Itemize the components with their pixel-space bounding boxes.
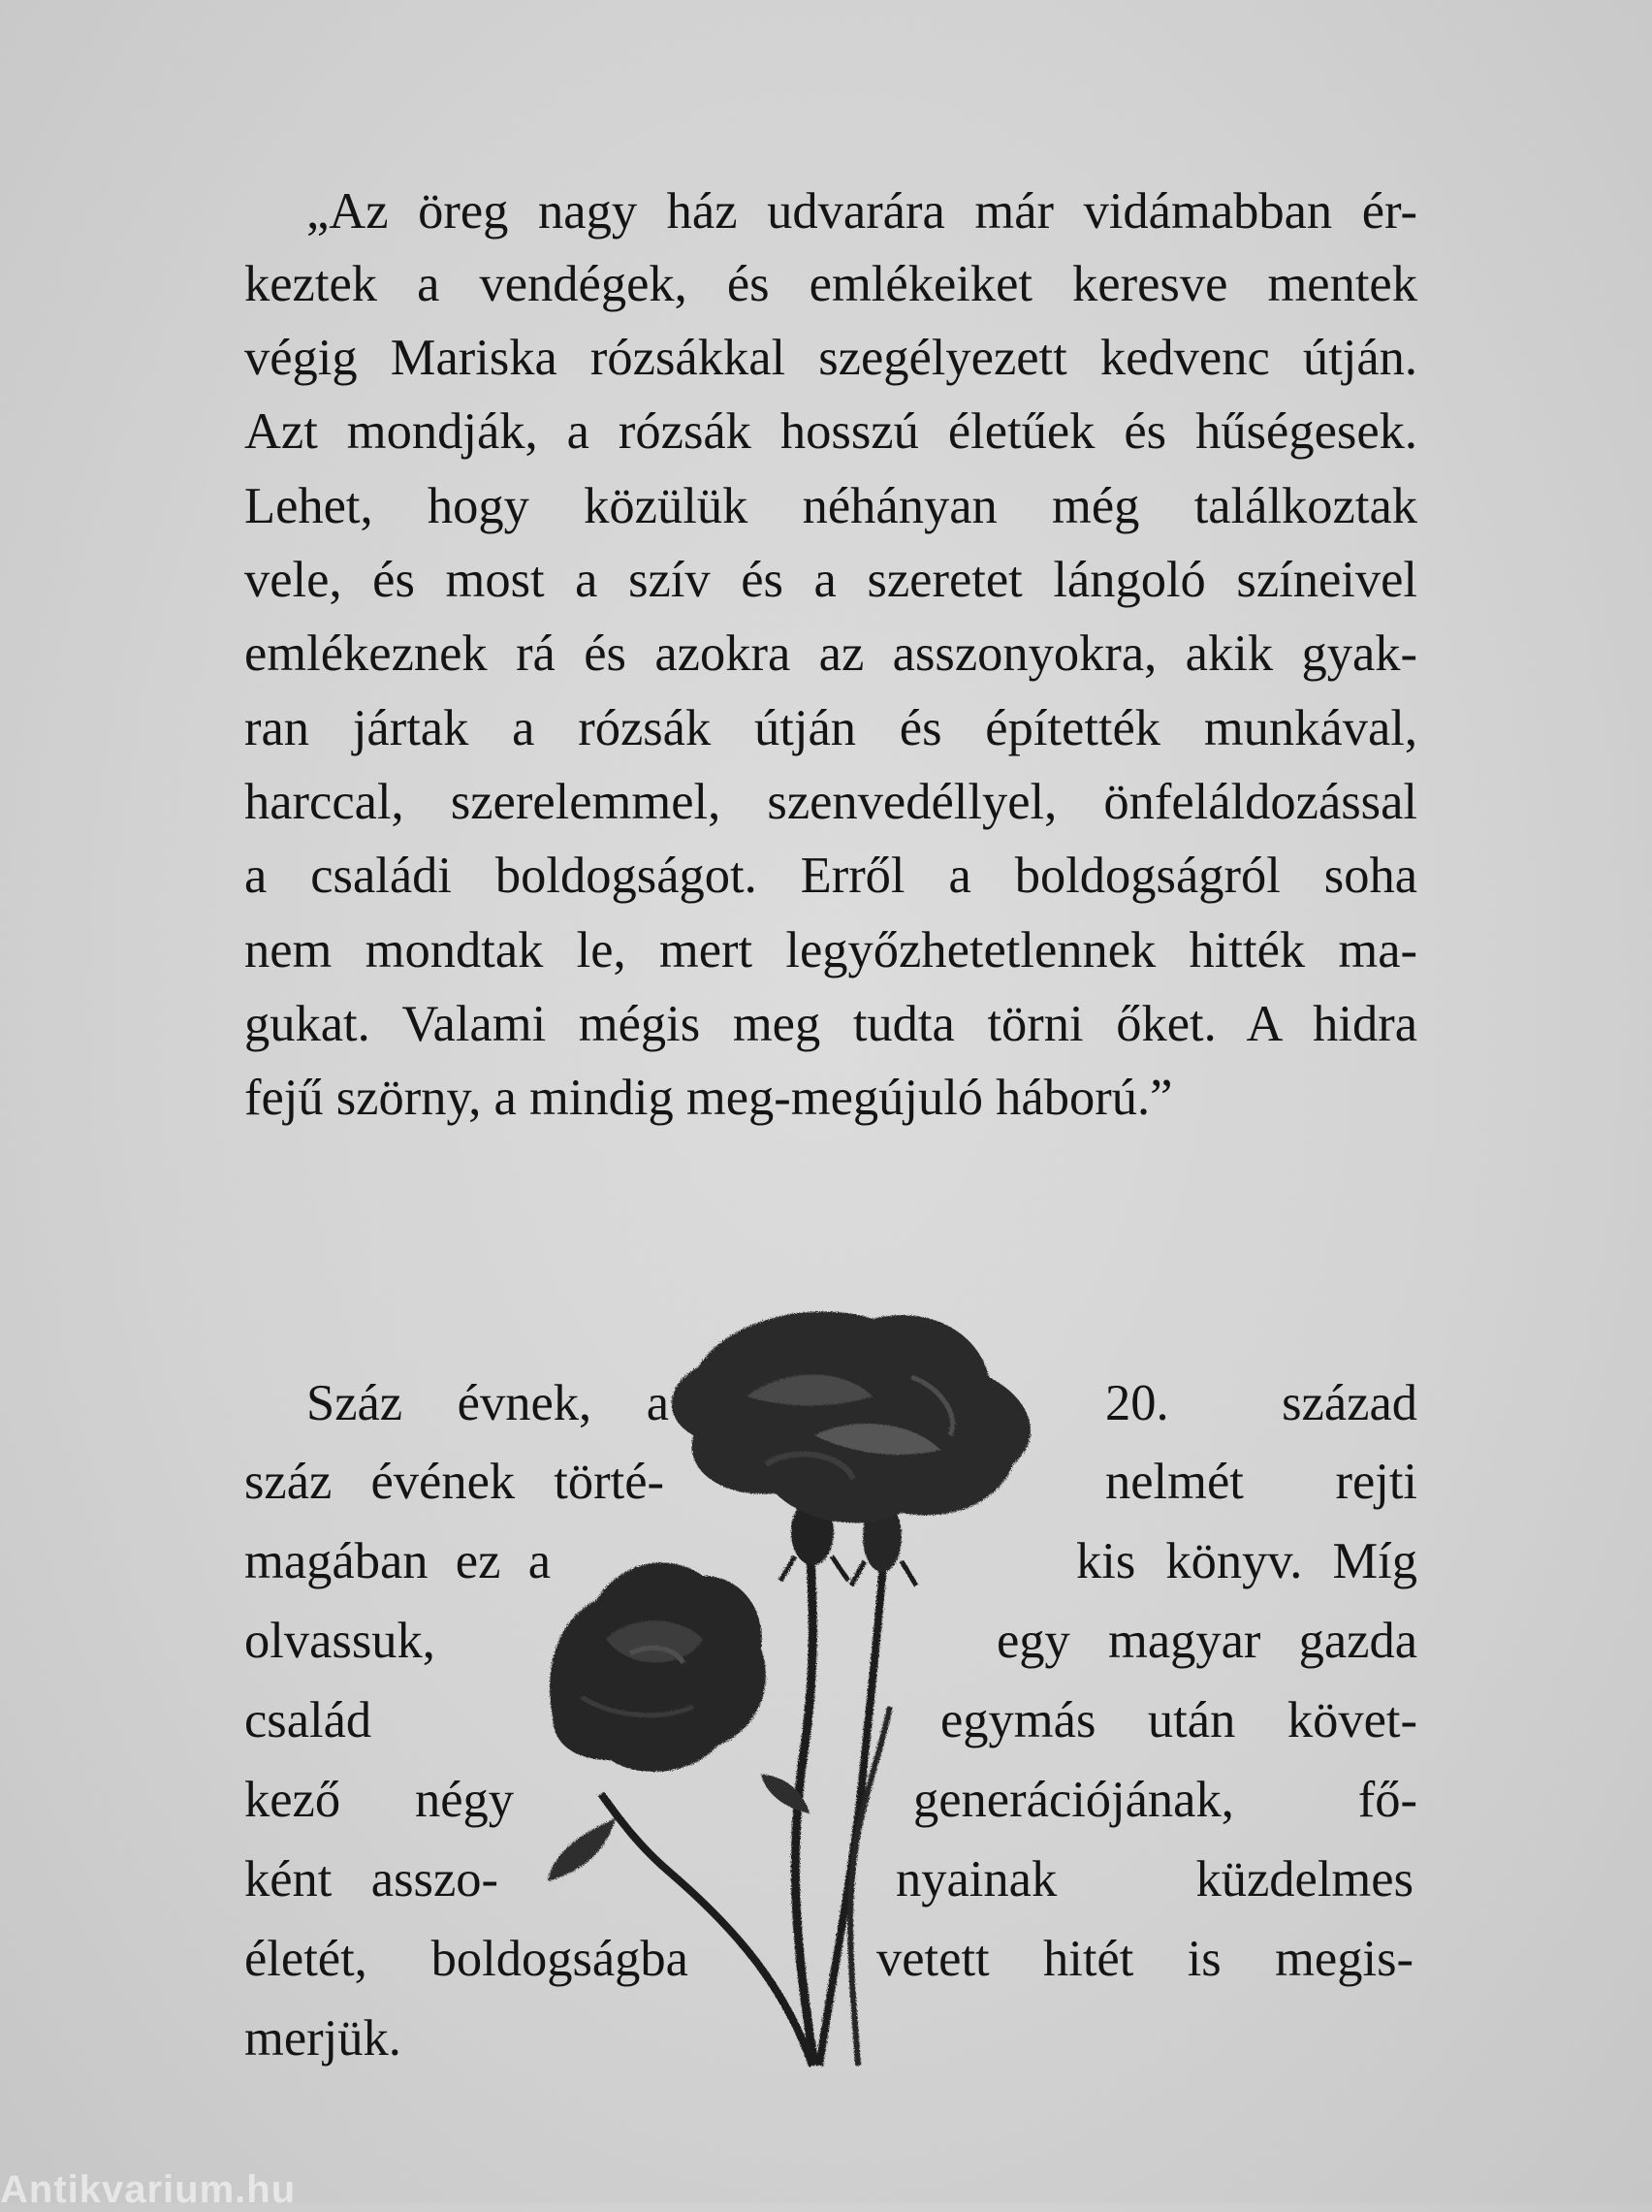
intro-right-line: egy magyar gazda — [997, 1613, 1417, 1669]
intro-right-line: nelmét rejti — [1105, 1454, 1417, 1510]
quote-line: ran jártak a rózsák útján és építették munkával, — [244, 700, 1417, 756]
intro-right-line: nyainak küzdelmes — [896, 1851, 1414, 1907]
rose-leaf — [548, 1818, 616, 1881]
quote-line: Lehet, hogy közülük néhányan még találkoztak — [244, 478, 1417, 534]
watermark: Antikvarium.hu — [0, 2168, 297, 2211]
rose-stem — [850, 1707, 890, 2066]
quote-line: Azt mondják, a rózsák hosszú életűek és hűségesek. — [244, 403, 1417, 460]
quote-line: a családi boldogságot. Erről a boldogságról soha — [244, 848, 1417, 904]
quote-line: nem mondtak le, mert legyőzhetetlennek hitték ma- — [244, 922, 1417, 978]
intro-left-line: ként asszo- — [244, 1851, 498, 1907]
intro-left-line: kező négy — [244, 1772, 514, 1828]
intro-left-line: olvassuk, — [244, 1613, 435, 1669]
intro-right-line: generációjának, fő- — [913, 1772, 1417, 1828]
intro-left-line: magában ez a — [244, 1533, 551, 1589]
rose-bloom-top — [672, 1311, 1031, 1523]
quote-line: emlékeznek rá és azokra az asszonyokra, akik gyak- — [244, 625, 1417, 682]
quote-line: „Az öreg nagy ház udvarára már vidámabban ér- — [306, 183, 1417, 240]
intro-right-line: 20. század — [1105, 1375, 1417, 1431]
intro-left-line: merjük. — [244, 2010, 401, 2067]
intro-right-line: kis könyv. Míg — [1076, 1533, 1417, 1589]
quote-line: végig Mariska rózsákkal szegélyezett kedvenc útján. — [244, 330, 1417, 386]
intro-right-line: egymás után követ- — [940, 1692, 1417, 1748]
quote-line: harccal, szerelemmel, szenvedéllyel, önfeláldozással — [244, 774, 1417, 830]
intro-left-line: család — [244, 1692, 372, 1748]
rose-bloom-left — [550, 1562, 766, 1772]
quote-line: vele, és most a szív és a szeretet lángoló színeivel — [244, 552, 1417, 608]
intro-left-line: száz évének törté- — [244, 1454, 664, 1510]
intro-left-line: életét, boldogságba — [244, 1931, 688, 1987]
intro-right-line: vetett hitét is megis- — [876, 1931, 1414, 1987]
quote-line: keztek a vendégek, és emlékeiket keresve mentek — [244, 256, 1417, 312]
intro-left-line: Száz évnek, a — [306, 1375, 669, 1431]
quote-line: gukat. Valami mégis meg tudta törni őket. A hidra — [244, 996, 1417, 1052]
quote-line: fejű szörny, a mindig meg-megújuló háború.” — [244, 1070, 1173, 1126]
